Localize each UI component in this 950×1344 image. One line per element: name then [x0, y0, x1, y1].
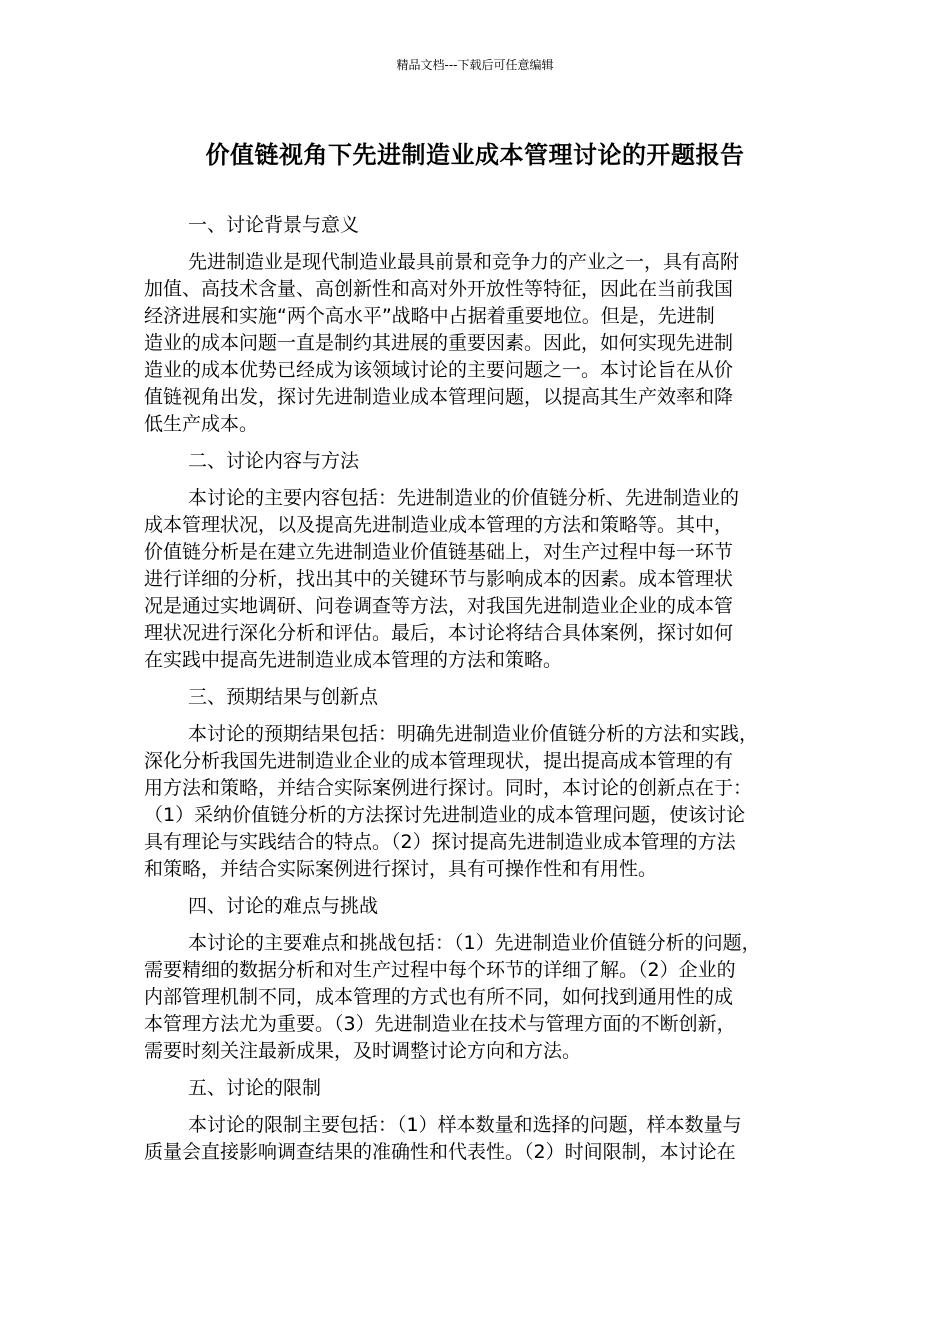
text-line: 和策略，并结合实际案例进行探讨，具有可操作性和有用性。 — [144, 858, 658, 880]
section-heading-1: 一、讨论背景与意义 — [188, 214, 360, 236]
text-line: 用方法和策略，并结合实际案例进行探讨。同时，本讨论的创新点在于： — [144, 777, 753, 799]
text-line: 况是通过实地调研、问卷调查等方法，对我国先进制造业企业的成本管 — [144, 595, 734, 617]
section-paragraph-2 — [144, 485, 802, 674]
text-line: 成本管理状况，以及提高先进制造业成本管理的方法和策略等。其中， — [144, 514, 734, 536]
text-line: 质量会直接影响调查结果的准确性和代表性。（2）时间限制，本讨论在 — [144, 1141, 736, 1163]
document-title: 价值链视角下先进制造业成本管理讨论的开题报告 — [205, 141, 745, 169]
text-line: 本讨论的限制主要包括：（1）样本数量和选择的问题，样本数量与 — [188, 1114, 742, 1136]
text-line: 造业的成本优势已经成为该领域讨论的主要问题之一。本讨论旨在从价 — [144, 359, 734, 381]
header-note: 精品文档---下载后可任意编辑 — [396, 58, 554, 72]
text-line: 经济进展和实施“两个高水平”战略中占据着重要地位。但是，先进制 — [144, 305, 715, 327]
text-line: 进行详细的分析，找出其中的关键环节与影响成本的因素。成本管理状 — [144, 568, 734, 590]
text-line: 本讨论的主要难点和挑战包括：（1）先进制造业价值链分析的问题， — [188, 932, 761, 954]
section-heading-5: 五、讨论的限制 — [188, 1077, 322, 1099]
text-line: 值链视角出发，探讨先进制造业成本管理问题，以提高其生产效率和降 — [144, 386, 734, 408]
text-line: 具有理论与实践结合的特点。（2）探讨提高先进制造业成本管理的方法 — [144, 831, 736, 853]
text-line: 本讨论的预期结果包括：明确先进制造业价值链分析的方法和实践， — [188, 723, 759, 745]
text-line: 需要时刻关注最新成果，及时调整讨论方向和方法。 — [144, 1040, 582, 1062]
text-line: 本讨论的主要内容包括：先进制造业的价值链分析、先进制造业的 — [188, 487, 740, 509]
section-paragraph-5 — [144, 1112, 802, 1166]
text-line: 加值、高技术含量、高创新性和高对外开放性等特征，因此在当前我国 — [144, 278, 734, 300]
text-line: 在实践中提高先进制造业成本管理的方法和策略。 — [144, 649, 563, 671]
section-heading-4: 四、讨论的难点与挑战 — [188, 895, 379, 917]
text-line: 低生产成本。 — [144, 413, 259, 435]
text-line: 理状况进行深化分析和评估。最后，本讨论将结合具体案例，探讨如何 — [144, 622, 734, 644]
section-heading-3: 三、预期结果与创新点 — [188, 686, 379, 708]
text-line: 价值链分析是在建立先进制造业价值链基础上，对生产过程中每一环节 — [144, 541, 734, 563]
section-paragraph-4 — [144, 930, 802, 1065]
text-line: 深化分析我国先进制造业企业的成本管理现状，提出提高成本管理的有 — [144, 750, 734, 772]
text-line: 造业的成本问题一直是制约其进展的重要因素。因此，如何实现先进制 — [144, 332, 734, 354]
section-paragraph-3 — [144, 721, 802, 883]
text-line: 需要精细的数据分析和对生产过程中每个环节的详细了解。（2）企业的 — [144, 959, 736, 981]
section-heading-2: 二、讨论内容与方法 — [188, 450, 360, 472]
text-line: 先进制造业是现代制造业最具前景和竞争力的产业之一，具有高附 — [188, 251, 740, 273]
text-line: 内部管理机制不同，成本管理的方式也有所不同，如何找到通用性的成 — [144, 986, 734, 1008]
text-line: （1）采纳价值链分析的方法探讨先进制造业的成本管理问题，使该讨论 — [144, 804, 746, 826]
section-paragraph-1 — [144, 249, 802, 438]
document-body — [144, 212, 802, 1176]
text-line: 本管理方法尤为重要。（3）先进制造业在技术与管理方面的不断创新， — [144, 1013, 736, 1035]
